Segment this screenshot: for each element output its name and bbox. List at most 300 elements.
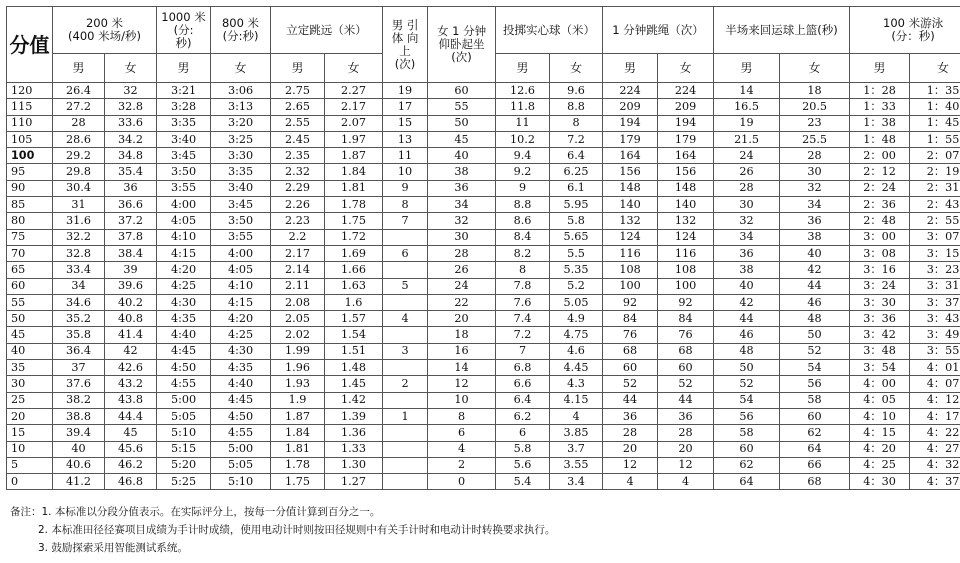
- subheader-female: 女: [550, 54, 603, 83]
- table-cell: 42: [714, 294, 780, 310]
- table-cell: 56: [780, 376, 850, 392]
- table-cell: 2：07: [910, 148, 960, 164]
- table-cell: 1.33: [325, 441, 383, 457]
- table-cell: 60: [714, 441, 780, 457]
- table-cell: 14: [714, 83, 780, 99]
- table-cell: 3:55: [157, 180, 211, 196]
- score-cell: 80: [7, 213, 53, 229]
- table-cell: 5:05: [157, 408, 211, 424]
- table-cell: 3:21: [157, 83, 211, 99]
- table-cell: 2.23: [271, 213, 325, 229]
- table-row: [7, 392, 960, 408]
- table-cell: 10: [428, 392, 496, 408]
- table-cell: 6: [383, 245, 428, 261]
- table-cell: 1：40: [910, 99, 960, 115]
- table-cell: 164: [603, 148, 658, 164]
- table-cell: 26: [714, 164, 780, 180]
- table-cell: 60: [780, 408, 850, 424]
- table-cell: 3.85: [550, 425, 603, 441]
- table-cell: 3：54: [850, 360, 910, 376]
- table-cell: 30.4: [53, 180, 105, 196]
- table-cell: [383, 441, 428, 457]
- table-cell: 4:05: [211, 262, 271, 278]
- table-cell: 4：30: [850, 474, 910, 490]
- table-cell: 3：37: [910, 294, 960, 310]
- table-cell: 58: [780, 392, 850, 408]
- table-cell: 4.75: [550, 327, 603, 343]
- table-cell: 1.42: [325, 392, 383, 408]
- table-cell: 32: [780, 180, 850, 196]
- table-row: [7, 99, 960, 115]
- table-cell: 4: [428, 441, 496, 457]
- table-cell: 1：38: [850, 115, 910, 131]
- table-cell: 4：15: [850, 425, 910, 441]
- table-cell: 4:55: [211, 425, 271, 441]
- table-cell: 14: [428, 360, 496, 376]
- table-cell: 34.8: [105, 148, 157, 164]
- table-cell: 3:55: [211, 229, 271, 245]
- table-cell: 5:00: [211, 441, 271, 457]
- score-cell: 50: [7, 311, 53, 327]
- header-swim: 100 米游泳 (分：秒): [850, 7, 960, 54]
- table-cell: 76: [603, 327, 658, 343]
- table-cell: 36: [658, 408, 714, 424]
- table-cell: [383, 360, 428, 376]
- table-cell: 6: [428, 425, 496, 441]
- table-cell: 39: [105, 262, 157, 278]
- table-cell: 35.4: [105, 164, 157, 180]
- header-run200: 200 米 (400 米场/秒): [53, 7, 157, 54]
- score-cell: 70: [7, 245, 53, 261]
- table-cell: 18: [780, 83, 850, 99]
- table-cell: 6.4: [550, 148, 603, 164]
- table-cell: 12: [603, 457, 658, 473]
- table-cell: 2.07: [325, 115, 383, 131]
- table-cell: 5:00: [157, 392, 211, 408]
- table-cell: 20: [603, 441, 658, 457]
- table-cell: 56: [714, 408, 780, 424]
- table-cell: 1.78: [271, 457, 325, 473]
- table-cell: 2.65: [271, 99, 325, 115]
- table-row: [7, 229, 960, 245]
- table-cell: 124: [658, 229, 714, 245]
- table-cell: 62: [780, 425, 850, 441]
- table-cell: 44: [603, 392, 658, 408]
- subheader-male: 男: [496, 54, 550, 83]
- table-cell: 116: [658, 245, 714, 261]
- table-cell: 1.78: [325, 197, 383, 213]
- table-cell: 30: [780, 164, 850, 180]
- table-cell: 58: [714, 425, 780, 441]
- table-cell: 2.02: [271, 327, 325, 343]
- table-cell: 7: [496, 343, 550, 359]
- table-cell: 20: [658, 441, 714, 457]
- table-cell: 44: [714, 311, 780, 327]
- table-cell: 1.93: [271, 376, 325, 392]
- table-cell: 4：22: [910, 425, 960, 441]
- table-cell: 1.87: [325, 148, 383, 164]
- table-cell: 28: [714, 180, 780, 196]
- table-cell: 2.75: [271, 83, 325, 99]
- table-cell: 5.35: [550, 262, 603, 278]
- table-cell: 92: [658, 294, 714, 310]
- table-cell: 46.8: [105, 474, 157, 490]
- table-cell: 32: [714, 213, 780, 229]
- table-cell: 40.2: [105, 294, 157, 310]
- table-cell: [383, 457, 428, 473]
- scoring-table: [6, 6, 960, 490]
- score-cell: 105: [7, 131, 53, 147]
- table-cell: 3:50: [211, 213, 271, 229]
- table-cell: 4:00: [211, 245, 271, 261]
- table-cell: 9.6: [550, 83, 603, 99]
- table-cell: 18: [428, 327, 496, 343]
- table-cell: 1.48: [325, 360, 383, 376]
- table-cell: 3:45: [157, 148, 211, 164]
- table-cell: 2: [383, 376, 428, 392]
- table-cell: 84: [658, 311, 714, 327]
- table-cell: 2：00: [850, 148, 910, 164]
- table-cell: 27.2: [53, 99, 105, 115]
- table-cell: 84: [603, 311, 658, 327]
- table-cell: 32: [428, 213, 496, 229]
- table-cell: 4:10: [157, 229, 211, 245]
- table-row: [7, 213, 960, 229]
- table-cell: 25.5: [780, 131, 850, 147]
- table-cell: 23: [780, 115, 850, 131]
- table-cell: 28: [658, 425, 714, 441]
- table-cell: 28: [780, 148, 850, 164]
- table-cell: 43.2: [105, 376, 157, 392]
- table-cell: 39.6: [105, 278, 157, 294]
- table-cell: 148: [603, 180, 658, 196]
- table-cell: 2：31: [910, 180, 960, 196]
- table-cell: 54: [780, 360, 850, 376]
- score-cell: 25: [7, 392, 53, 408]
- table-cell: 36: [105, 180, 157, 196]
- table-cell: 2：36: [850, 197, 910, 213]
- table-cell: 4：05: [850, 392, 910, 408]
- table-cell: 3:25: [211, 131, 271, 147]
- score-cell: 20: [7, 408, 53, 424]
- table-cell: 28: [428, 245, 496, 261]
- table-cell: 46.2: [105, 457, 157, 473]
- table-row: [7, 327, 960, 343]
- table-cell: 4:15: [211, 294, 271, 310]
- table-cell: 5.95: [550, 197, 603, 213]
- table-cell: 46: [780, 294, 850, 310]
- table-cell: 28: [603, 425, 658, 441]
- table-cell: 68: [780, 474, 850, 490]
- table-cell: 1.57: [325, 311, 383, 327]
- table-cell: [383, 229, 428, 245]
- table-cell: 10.2: [496, 131, 550, 147]
- header-situp: 女 1 分钟 仰卧起坐 (次): [428, 7, 496, 83]
- table-cell: 1.39: [325, 408, 383, 424]
- table-cell: 33.4: [53, 262, 105, 278]
- table-cell: 29.8: [53, 164, 105, 180]
- table-cell: 6.25: [550, 164, 603, 180]
- table-cell: 50: [714, 360, 780, 376]
- header-run1000: 1000 米 (分: 秒): [157, 7, 211, 54]
- table-cell: 2.08: [271, 294, 325, 310]
- table-cell: 1.81: [325, 180, 383, 196]
- table-cell: 3：15: [910, 245, 960, 261]
- table-cell: 4: [550, 408, 603, 424]
- table-cell: 26.4: [53, 83, 105, 99]
- table-cell: 12: [658, 457, 714, 473]
- table-cell: 1.36: [325, 425, 383, 441]
- table-cell: 35.8: [53, 327, 105, 343]
- table-cell: 4：20: [850, 441, 910, 457]
- table-cell: 19: [714, 115, 780, 131]
- table-row: [7, 278, 960, 294]
- table-cell: 5.5: [550, 245, 603, 261]
- table-cell: 3：36: [850, 311, 910, 327]
- table-cell: 68: [658, 343, 714, 359]
- table-cell: 1：35: [910, 83, 960, 99]
- table-cell: 3:45: [211, 197, 271, 213]
- table-cell: 194: [603, 115, 658, 131]
- score-cell: 110: [7, 115, 53, 131]
- table-cell: 55: [428, 99, 496, 115]
- table-cell: 11.8: [496, 99, 550, 115]
- table-cell: 45: [105, 425, 157, 441]
- table-cell: 3：30: [850, 294, 910, 310]
- table-cell: 41.2: [53, 474, 105, 490]
- table-cell: 52: [714, 376, 780, 392]
- table-cell: 34.6: [53, 294, 105, 310]
- score-cell: 115: [7, 99, 53, 115]
- table-cell: 42: [780, 262, 850, 278]
- table-cell: 9: [496, 180, 550, 196]
- table-cell: 60: [428, 83, 496, 99]
- table-cell: 4:20: [211, 311, 271, 327]
- table-cell: 224: [603, 83, 658, 99]
- table-cell: 116: [603, 245, 658, 261]
- table-cell: 4:25: [211, 327, 271, 343]
- table-cell: 4：32: [910, 457, 960, 473]
- score-cell: 90: [7, 180, 53, 196]
- table-cell: 8: [428, 408, 496, 424]
- table-cell: 40.6: [53, 457, 105, 473]
- table-cell: 6.2: [496, 408, 550, 424]
- table-cell: 40: [53, 441, 105, 457]
- table-cell: 3: [383, 343, 428, 359]
- table-cell: 156: [603, 164, 658, 180]
- table-cell: 16.5: [714, 99, 780, 115]
- header-pullup: 男 引 体 向 上 (次): [383, 7, 428, 83]
- table-cell: 4:30: [211, 343, 271, 359]
- table-cell: 32.8: [105, 99, 157, 115]
- header-basketball: 半场来回运球上篮(秒): [714, 7, 850, 54]
- table-cell: 4:15: [157, 245, 211, 261]
- header-ball: 投掷实心球（米）: [496, 7, 603, 54]
- score-cell: 100: [7, 148, 53, 164]
- table-cell: 38.2: [53, 392, 105, 408]
- table-cell: 1.69: [325, 245, 383, 261]
- table-cell: 4:50: [157, 360, 211, 376]
- table-cell: 29.2: [53, 148, 105, 164]
- table-row: [7, 441, 960, 457]
- table-cell: [383, 392, 428, 408]
- table-cell: 2.17: [325, 99, 383, 115]
- score-cell: 10: [7, 441, 53, 457]
- table-cell: 40.8: [105, 311, 157, 327]
- notes: [10, 503, 555, 557]
- table-cell: 3：43: [910, 311, 960, 327]
- table-cell: 1：55: [910, 131, 960, 147]
- table-cell: 12.6: [496, 83, 550, 99]
- score-cell: 95: [7, 164, 53, 180]
- table-cell: 31.6: [53, 213, 105, 229]
- table-row: [7, 197, 960, 213]
- table-cell: 4: [603, 474, 658, 490]
- table-cell: 1.96: [271, 360, 325, 376]
- table-cell: 20.5: [780, 99, 850, 115]
- table-cell: [383, 262, 428, 278]
- table-cell: 4.6: [550, 343, 603, 359]
- table-cell: 4: [383, 311, 428, 327]
- table-cell: 16: [428, 343, 496, 359]
- table-cell: 8.6: [496, 213, 550, 229]
- table-cell: 5:25: [157, 474, 211, 490]
- table-cell: 5:15: [157, 441, 211, 457]
- table-cell: 5.65: [550, 229, 603, 245]
- table-cell: 132: [658, 213, 714, 229]
- subheader-female: 女: [658, 54, 714, 83]
- table-row: [7, 343, 960, 359]
- table-cell: 1.27: [325, 474, 383, 490]
- table-cell: 11: [496, 115, 550, 131]
- subheader-female: 女: [211, 54, 271, 83]
- table-cell: 9: [383, 180, 428, 196]
- table-cell: 36.4: [53, 343, 105, 359]
- table-cell: 179: [603, 131, 658, 147]
- table-cell: 5.8: [496, 441, 550, 457]
- table-cell: 4: [658, 474, 714, 490]
- table-cell: 2：19: [910, 164, 960, 180]
- table-cell: 44.4: [105, 408, 157, 424]
- table-cell: 1.51: [325, 343, 383, 359]
- table-cell: 24: [714, 148, 780, 164]
- subheader-female: 女: [325, 54, 383, 83]
- table-cell: 52: [780, 343, 850, 359]
- table-cell: 224: [658, 83, 714, 99]
- subheader-male: 男: [714, 54, 780, 83]
- subheader-female: 女: [780, 54, 850, 83]
- table-cell: 140: [603, 197, 658, 213]
- table-cell: 36: [714, 245, 780, 261]
- table-cell: 4:30: [157, 294, 211, 310]
- note-line: 2. 本标准田径径赛项目成绩为手计时成绩，使用电动计时则按田径规则中有关手计时和电动计时转换要求执行。: [38, 524, 556, 536]
- score-cell: 30: [7, 376, 53, 392]
- table-cell: 45: [428, 131, 496, 147]
- table-cell: 52: [603, 376, 658, 392]
- table-cell: 30: [428, 229, 496, 245]
- table-row: [7, 311, 960, 327]
- table-cell: 48: [714, 343, 780, 359]
- table-cell: 1.87: [271, 408, 325, 424]
- table-cell: 1：33: [850, 99, 910, 115]
- table-cell: 60: [603, 360, 658, 376]
- table-cell: 8: [496, 262, 550, 278]
- score-cell: 55: [7, 294, 53, 310]
- table-cell: 3:50: [157, 164, 211, 180]
- table-cell: 1.54: [325, 327, 383, 343]
- table-cell: 2：24: [850, 180, 910, 196]
- table-cell: 6.4: [496, 392, 550, 408]
- table-cell: 4：17: [910, 408, 960, 424]
- table-cell: 39.4: [53, 425, 105, 441]
- table-cell: 4：25: [850, 457, 910, 473]
- table-cell: 8.8: [496, 197, 550, 213]
- table-cell: 48: [780, 311, 850, 327]
- note-line: 备注：1. 本标准以分段分值表示。在实际评分上，按每一分值计算到百分之一。: [10, 506, 381, 518]
- table-cell: 1.75: [271, 474, 325, 490]
- table-cell: 2.55: [271, 115, 325, 131]
- table-cell: 164: [658, 148, 714, 164]
- table-row: [7, 131, 960, 147]
- table-cell: 6.8: [496, 360, 550, 376]
- table-cell: 38: [714, 262, 780, 278]
- table-cell: 2.27: [325, 83, 383, 99]
- table-cell: 3：31: [910, 278, 960, 294]
- table-cell: 209: [603, 99, 658, 115]
- table-cell: 4.9: [550, 311, 603, 327]
- table-row: [7, 457, 960, 473]
- table-cell: 36: [603, 408, 658, 424]
- table-cell: 4:50: [211, 408, 271, 424]
- table-cell: [383, 294, 428, 310]
- table-cell: 148: [658, 180, 714, 196]
- table-cell: 12: [428, 376, 496, 392]
- table-cell: 37.2: [105, 213, 157, 229]
- table-cell: 7: [383, 213, 428, 229]
- table-cell: 32.2: [53, 229, 105, 245]
- table-cell: 6.1: [550, 180, 603, 196]
- table-cell: 1：28: [850, 83, 910, 99]
- table-cell: 1.84: [325, 164, 383, 180]
- table-cell: 30: [714, 197, 780, 213]
- table-cell: 3：00: [850, 229, 910, 245]
- table-body: [7, 83, 960, 490]
- table-cell: 34: [53, 278, 105, 294]
- table-cell: 100: [658, 278, 714, 294]
- table-cell: 4.45: [550, 360, 603, 376]
- table-cell: 7.4: [496, 311, 550, 327]
- table-cell: 32.8: [53, 245, 105, 261]
- table-cell: 37.6: [53, 376, 105, 392]
- table-cell: 7.2: [496, 327, 550, 343]
- table-cell: 76: [658, 327, 714, 343]
- table-cell: 3：55: [910, 343, 960, 359]
- table-cell: 4：01: [910, 360, 960, 376]
- table-cell: 50: [780, 327, 850, 343]
- subheader-female: 女: [910, 54, 960, 83]
- table-cell: [383, 425, 428, 441]
- table-cell: 26: [428, 262, 496, 278]
- table-row: [7, 294, 960, 310]
- table-cell: 3：42: [850, 327, 910, 343]
- table-cell: 3.55: [550, 457, 603, 473]
- table-cell: 28.6: [53, 131, 105, 147]
- table-cell: 1.99: [271, 343, 325, 359]
- table-cell: 4：12: [910, 392, 960, 408]
- table-cell: 8: [383, 197, 428, 213]
- table-cell: 3:40: [211, 180, 271, 196]
- table-row: [7, 474, 960, 490]
